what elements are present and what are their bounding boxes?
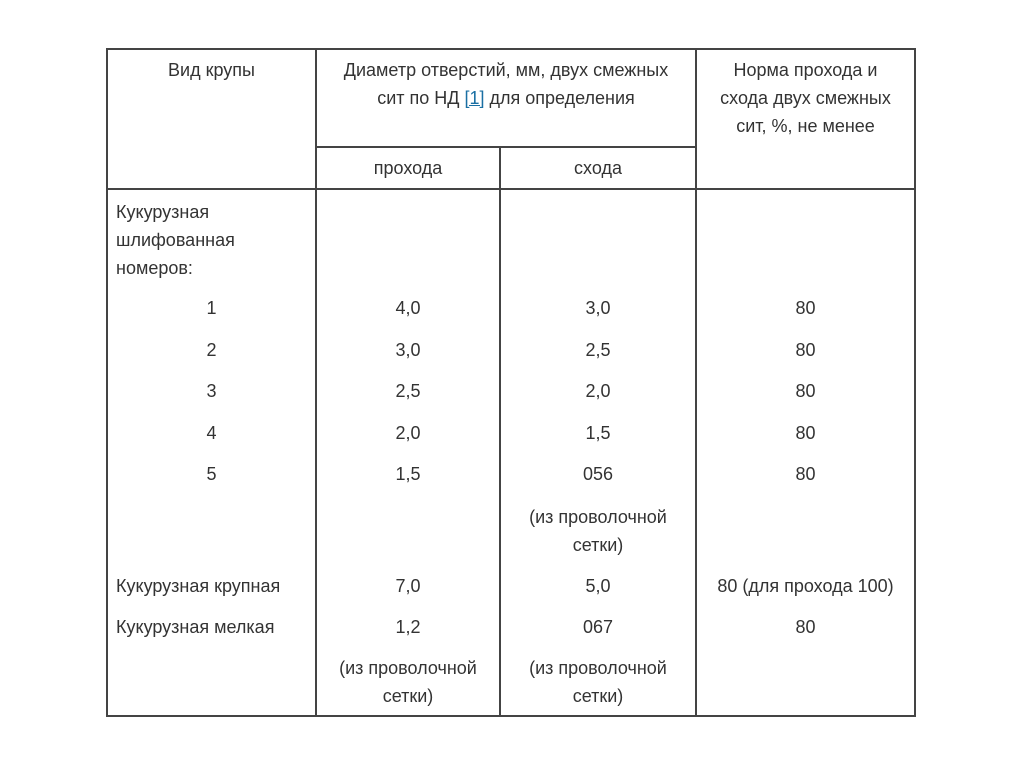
row-2-norm: 80 <box>795 340 816 360</box>
row-1-pass: 4,0 <box>395 298 421 318</box>
row-5-exit-note <box>501 503 695 559</box>
row-1-exit: 3,0 <box>585 298 611 318</box>
row-1-norm: 80 <box>795 298 816 318</box>
row-5-num: 5 <box>206 464 217 484</box>
fine-norm: 80 <box>795 617 816 637</box>
row-3-pass: 2,5 <box>395 381 421 401</box>
header-norm-line3: сит, %, не менее <box>736 116 875 136</box>
row-5-exit: 056 <box>582 464 614 484</box>
row-2-exit: 2,5 <box>585 340 611 360</box>
coarse-norm: 80 (для прохода 100) <box>717 576 894 596</box>
coarse-exit: 5,0 <box>585 576 611 596</box>
fine-exit: 067 <box>582 617 614 637</box>
row-5-exit-note-line2: сетки) <box>572 535 624 555</box>
header-divider <box>106 188 916 190</box>
header-exit: схода <box>574 158 622 178</box>
fine-pass: 1,2 <box>395 617 421 637</box>
subheader-divider <box>315 146 697 148</box>
group-label-line3: номеров: <box>116 258 193 278</box>
row-5-exit-note-line1: (из проволочной <box>529 507 667 527</box>
header-norm-line1: Норма прохода и <box>733 60 878 80</box>
row-3-exit: 2,0 <box>585 381 611 401</box>
fine-exit-note-line1: (из проволочной <box>529 658 667 678</box>
fine-pass-note-line1: (из проволочной <box>339 658 477 678</box>
reference-link[interactable]: [1] <box>464 88 485 108</box>
group-label-line2: шлифованная <box>116 230 235 250</box>
header-norm <box>697 56 914 140</box>
fine-exit-note-line2: сетки) <box>572 686 624 706</box>
group-label <box>116 198 235 282</box>
header-pass: прохода <box>373 158 443 178</box>
row-4-exit: 1,5 <box>585 423 611 443</box>
row-2-pass: 3,0 <box>395 340 421 360</box>
fine-pass-note-line2: сетки) <box>382 686 434 706</box>
row-4-pass: 2,0 <box>395 423 421 443</box>
header-diameter-line2: сит по НД [1] для определения <box>377 88 635 108</box>
row-3-norm: 80 <box>795 381 816 401</box>
fine-pass-note <box>317 654 499 710</box>
row-3-num: 3 <box>206 381 217 401</box>
row-4-norm: 80 <box>795 423 816 443</box>
fine-name: Кукурузная мелкая <box>116 617 275 637</box>
coarse-pass: 7,0 <box>395 576 421 596</box>
row-2-num: 2 <box>206 340 217 360</box>
row-5-pass: 1,5 <box>395 464 421 484</box>
header-norm-line2: схода двух смежных <box>720 88 891 108</box>
row-5-norm: 80 <box>795 464 816 484</box>
header-diameter <box>317 56 695 112</box>
header-diameter-line1: Диаметр отверстий, мм, двух смежных <box>343 60 669 80</box>
header-crop-type: Вид крупы <box>168 60 255 80</box>
group-label-line1: Кукурузная <box>116 202 210 222</box>
row-1-num: 1 <box>206 298 217 318</box>
fine-exit-note <box>501 654 695 710</box>
coarse-name: Кукурузная крупная <box>116 576 281 596</box>
row-4-num: 4 <box>206 423 217 443</box>
